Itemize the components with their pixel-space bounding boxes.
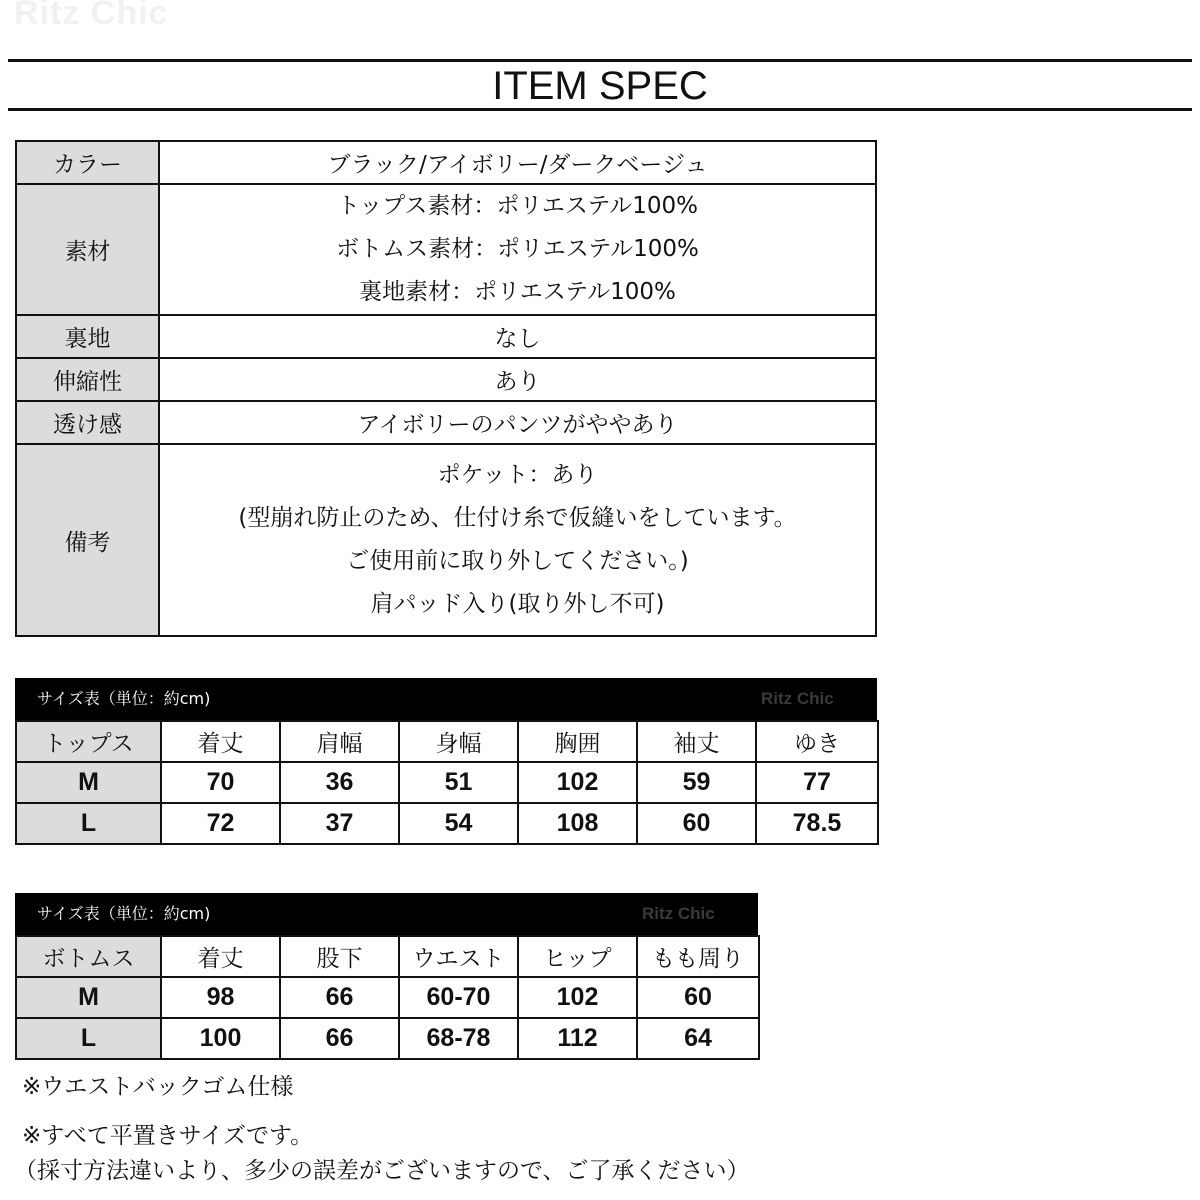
- bottoms-header-row: [16, 936, 759, 977]
- title-rule-bottom: [8, 108, 1192, 111]
- table-cell: 77: [756, 762, 878, 803]
- spec-row-sheer: [16, 401, 876, 444]
- spec-table: [15, 140, 877, 637]
- page-title: ITEM SPEC: [492, 64, 708, 108]
- flat-measure-note: ※すべて平置きサイズです。: [22, 1123, 314, 1149]
- tops-header-shoulder: 肩幅: [280, 721, 399, 762]
- table-row: [16, 1018, 759, 1059]
- spec-label-remarks: 備考: [16, 444, 159, 636]
- table-cell: 78.5: [756, 803, 878, 844]
- table-cell: 102: [518, 762, 637, 803]
- spec-label-material: 素材: [16, 184, 159, 315]
- table-cell: 54: [399, 803, 518, 844]
- spec-row-color: [16, 141, 876, 184]
- table-cell: 68-78: [399, 1018, 518, 1059]
- tops-header-chest: 胸囲: [518, 721, 637, 762]
- table-cell: 66: [280, 977, 399, 1018]
- table-cell: 66: [280, 1018, 399, 1059]
- spec-value-lining: なし: [159, 315, 876, 358]
- table-cell: 64: [637, 1018, 759, 1059]
- remarks-line-basting: (型崩れ防止のため、仕付け糸で仮縫いをしています。: [238, 505, 797, 531]
- measurement-error-note: （採寸方法違いより、多少の誤差がございますので、ご了承ください）: [14, 1158, 750, 1184]
- table-cell: 108: [518, 803, 637, 844]
- title-rule-top: [8, 59, 1192, 62]
- spec-value-sheer: アイボリーのパンツがややあり: [159, 401, 876, 444]
- size-label: L: [16, 803, 161, 844]
- tops-header-sleeve: 袖丈: [637, 721, 756, 762]
- spec-label-sheer: 透け感: [16, 401, 159, 444]
- size-label: M: [16, 977, 161, 1018]
- spec-value-material: [159, 184, 876, 315]
- spec-label-color: カラー: [16, 141, 159, 184]
- bottoms-header-hip: ヒップ: [518, 936, 637, 977]
- size-label: L: [16, 1018, 161, 1059]
- table-cell: 60: [637, 977, 759, 1018]
- table-cell: 100: [161, 1018, 280, 1059]
- bottoms-size-section: [15, 893, 758, 1060]
- tops-size-caption-bar: [15, 678, 877, 720]
- spec-row-stretch: [16, 358, 876, 401]
- table-cell: 60: [637, 803, 756, 844]
- table-cell: 51: [399, 762, 518, 803]
- bottoms-size-caption: サイズ表（単位：約cm): [37, 904, 211, 923]
- spec-row-remarks: [16, 444, 876, 636]
- tops-size-table: [15, 720, 879, 845]
- waist-note: ※ウエストバックゴム仕様: [22, 1074, 294, 1100]
- table-cell: 60-70: [399, 977, 518, 1018]
- table-cell: 36: [280, 762, 399, 803]
- tops-size-watermark: Ritz Chic: [761, 689, 834, 708]
- material-line-lining: 裏地素材：ポリエステル100%: [359, 279, 676, 305]
- spec-label-stretch: 伸縮性: [16, 358, 159, 401]
- spec-value-color: ブラック/アイボリー/ダークベージュ: [159, 141, 876, 184]
- spec-value-remarks: [159, 444, 876, 636]
- tops-header-row: [16, 721, 878, 762]
- spec-label-lining: 裏地: [16, 315, 159, 358]
- spec-value-stretch: あり: [159, 358, 876, 401]
- bottoms-header-thigh: もも周り: [637, 936, 759, 977]
- material-line-bottoms: ボトムス素材：ポリエステル100%: [336, 236, 699, 262]
- table-row: [16, 762, 878, 803]
- table-cell: 37: [280, 803, 399, 844]
- brand-watermark: Ritz Chic: [14, 0, 169, 32]
- size-label: M: [16, 762, 161, 803]
- material-line-tops: トップス素材：ポリエステル100%: [336, 193, 699, 219]
- table-cell: 59: [637, 762, 756, 803]
- table-row: [16, 977, 759, 1018]
- bottoms-size-caption-bar: [15, 893, 758, 935]
- tops-size-caption: サイズ表（単位：約cm): [37, 689, 211, 708]
- tops-header-label: トップス: [16, 721, 161, 762]
- table-cell: 98: [161, 977, 280, 1018]
- table-row: [16, 803, 878, 844]
- bottoms-header-label: ボトムス: [16, 936, 161, 977]
- table-cell: 70: [161, 762, 280, 803]
- bottoms-size-table: [15, 935, 760, 1060]
- bottoms-header-inseam: 股下: [280, 936, 399, 977]
- tops-header-body-width: 身幅: [399, 721, 518, 762]
- remarks-line-pocket: ポケット：あり: [437, 462, 598, 488]
- tops-size-section: [15, 678, 877, 845]
- bottoms-size-watermark: Ritz Chic: [642, 904, 715, 923]
- table-cell: 112: [518, 1018, 637, 1059]
- bottoms-header-waist: ウエスト: [399, 936, 518, 977]
- table-cell: 102: [518, 977, 637, 1018]
- tops-header-yuki: ゆき: [756, 721, 878, 762]
- spec-row-lining: [16, 315, 876, 358]
- remarks-line-remove: ご使用前に取り外してください。): [346, 548, 689, 574]
- spec-row-material: [16, 184, 876, 315]
- remarks-line-shoulder-pad: 肩パッド入り(取り外し不可): [370, 591, 665, 617]
- tops-header-length: 着丈: [161, 721, 280, 762]
- bottoms-header-length: 着丈: [161, 936, 280, 977]
- table-cell: 72: [161, 803, 280, 844]
